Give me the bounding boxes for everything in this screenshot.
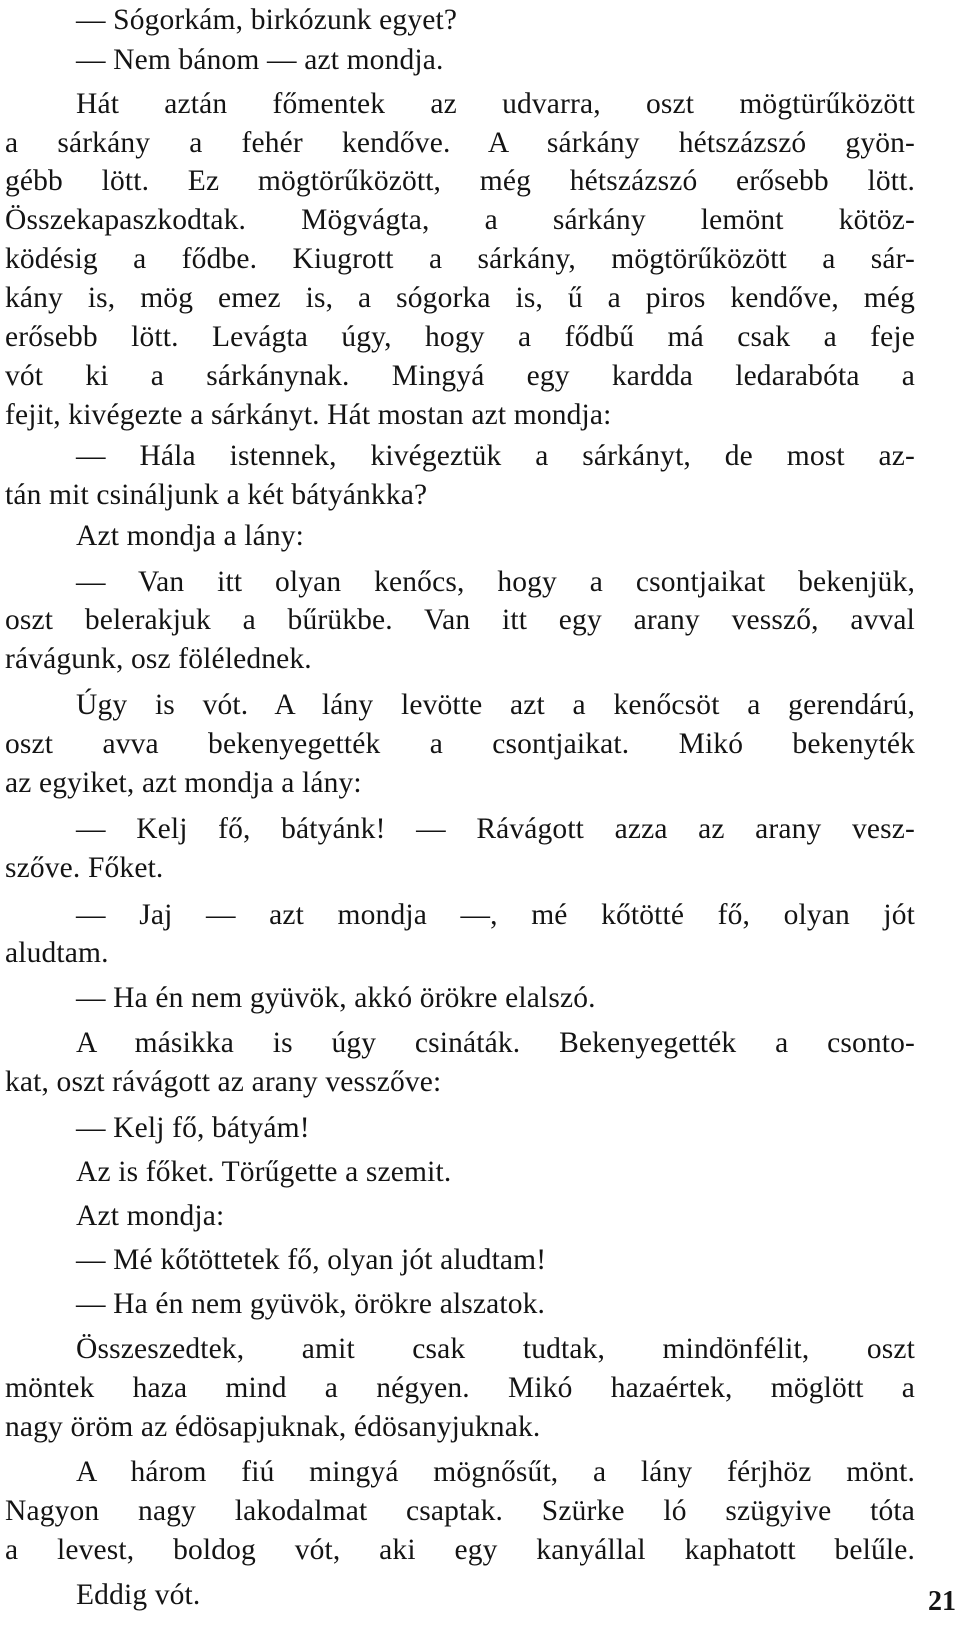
text-line: — Hála istennek, kivégeztük a sárkányt, de most az- [76,440,915,472]
text-line: Azt mondja a lány: [76,520,304,552]
book-page [5,0,915,1635]
text-line: — Ha én nem gyüvök, örökre alszatok. [76,1288,546,1320]
text-line: — Mé kőtöttetek fő, olyan jót aludtam! [76,1244,547,1276]
text-line: kány is, mög emez is, a sógorka is, ű a piros kendőve, még [5,282,915,314]
text-line: szőve. Főket. [5,852,164,884]
text-line: — Jaj — azt mondja —, mé kőtötté fő, olyan jót [76,899,915,931]
text-line: oszt belerakjuk a bűrükbe. Van itt egy arany vessző, avval [5,604,915,636]
text-line: rávágunk, osz fölélednek. [5,643,312,675]
text-line: Hát aztán főmentek az udvarra, oszt mögtürűközött [76,88,915,120]
text-line: Eddig vót. [76,1579,201,1611]
text-line: a sárkány a fehér kendőve. A sárkány hétszázszó gyön- [5,127,915,159]
text-line: fejit, kivégezte a sárkányt. Hát mostan azt mondja: [5,399,612,431]
text-line: Úgy is vót. A lány levötte azt a kenőcsöt a gerendárú, [76,689,915,721]
text-line: Nagyon nagy lakodalmat csaptak. Szürke ló szügyive tóta [5,1495,915,1527]
text-line: Összeszedtek, amit csak tudtak, mindönfélit, oszt [76,1333,915,1365]
text-line: Az is főket. Törűgette a szemit. [76,1156,452,1188]
text-line: — Kelj fő, bátyánk! — Rávágott azza az arany vesz- [76,813,915,845]
text-line: ködésig a fődbe. Kiugrott a sárkány, mögtörűközött a sár- [5,243,915,275]
text-line: a levest, boldog vót, aki egy kanyállal kaphatott belűle. [5,1534,915,1566]
text-line: Összekapaszkodtak. Mögvágta, a sárkány lemönt kötöz- [5,204,915,236]
text-line: A másikka is úgy csináták. Bekenyegették a csonto- [76,1027,915,1059]
text-line: tán mit csináljunk a két bátyánkka? [5,479,428,511]
text-line: vót ki a sárkánynak. Mingyá egy kardda ledarabóta a [5,360,915,392]
text-line: A három fiú mingyá mögnősűt, a lány férjhöz mönt. [76,1456,915,1488]
text-line: Azt mondja: [76,1200,225,1232]
text-line: — Sógorkám, birkózunk egyet? [76,4,458,36]
text-line: — Van itt olyan kenőcs, hogy a csontjaikat bekenjük, [76,566,915,598]
text-line: kat, oszt rávágott az arany vesszőve: [5,1066,442,1098]
text-line: oszt avva bekenyegették a csontjaikat. Mikó bekenyték [5,728,915,760]
text-line: nagy öröm az édösapjuknak, édösanyjuknak. [5,1411,541,1443]
text-line: gébb lött. Ez mögtörűközött, még hétszázszó erősebb lött. [5,165,915,197]
text-line: — Kelj fő, bátyám! [76,1112,310,1144]
text-line: — Nem bánom — azt mondja. [76,44,444,76]
text-line: möntek haza mind a négyen. Mikó hazaértek, möglött a [5,1372,915,1404]
text-line: az egyiket, azt mondja a lány: [5,767,362,799]
text-line: — Ha én nem gyüvök, akkó örökre elalszó. [76,982,596,1014]
page-number: 21 [928,1586,956,1617]
text-line: erősebb lött. Levágta úgy, hogy a fődbű má csak a feje [5,321,915,353]
text-line: aludtam. [5,937,109,969]
